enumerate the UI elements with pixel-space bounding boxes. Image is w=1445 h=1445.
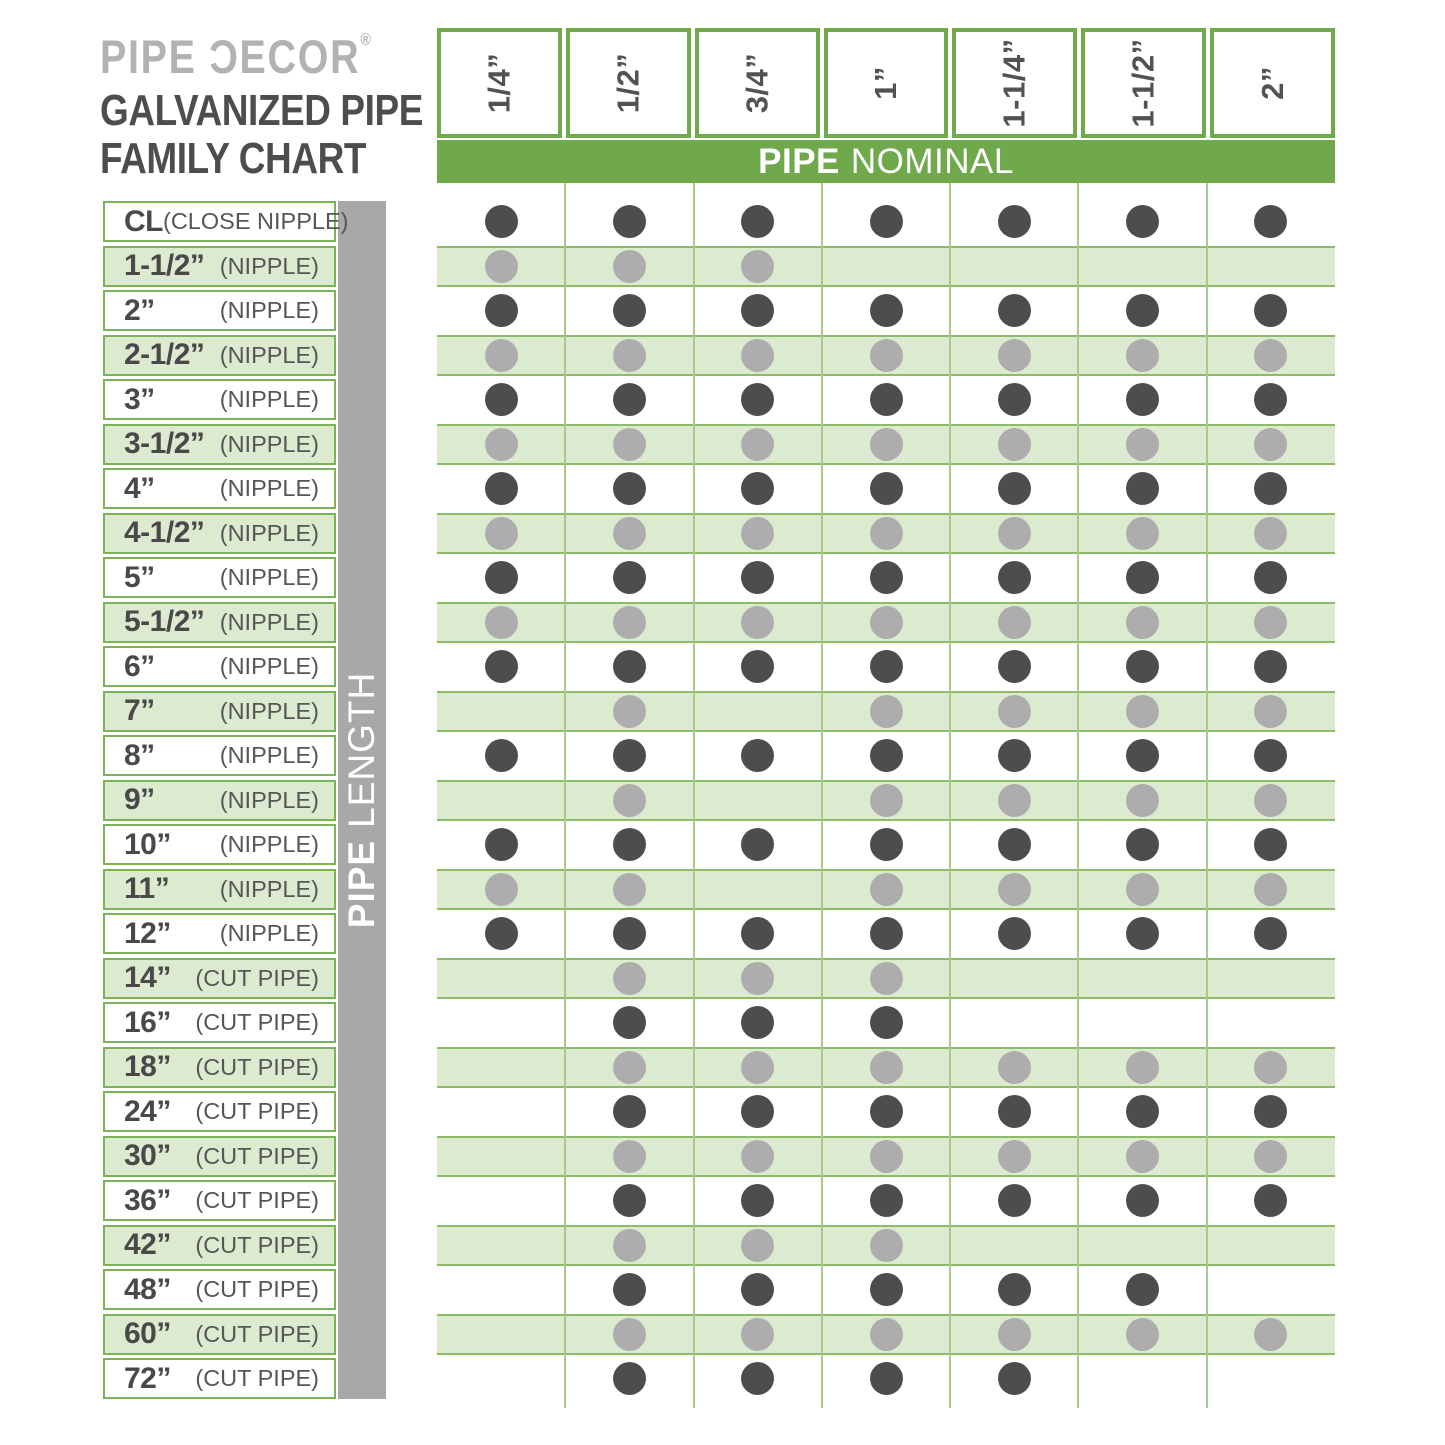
availability-dot xyxy=(613,1318,646,1351)
column-header xyxy=(695,28,820,138)
availability-dot xyxy=(870,517,903,550)
availability-dot xyxy=(1254,517,1287,550)
availability-dot xyxy=(870,828,903,861)
availability-dot xyxy=(870,962,903,995)
row-category: (NIPPLE) xyxy=(219,519,319,546)
availability-dot xyxy=(1126,205,1159,238)
availability-dot xyxy=(870,1362,903,1395)
availability-dot xyxy=(1254,1184,1287,1217)
availability-dot xyxy=(613,784,646,817)
availability-dot xyxy=(870,784,903,817)
row-label xyxy=(103,691,336,732)
column-headers xyxy=(437,28,1335,138)
availability-dot xyxy=(741,962,774,995)
row-length-value: 10” xyxy=(124,827,171,861)
row-category: (CUT PIPE) xyxy=(195,1053,319,1080)
availability-dot xyxy=(741,1051,774,1084)
pipe-nominal-label: NOMINAL xyxy=(850,141,1014,181)
column-header xyxy=(824,28,949,138)
availability-dot xyxy=(613,339,646,372)
row-length-value: 16” xyxy=(124,1005,171,1039)
row-category: (NIPPLE) xyxy=(219,697,319,724)
row-category: (NIPPLE) xyxy=(219,297,319,323)
row-label xyxy=(103,513,336,554)
availability-dot xyxy=(1126,383,1159,416)
row-length-value: 18” xyxy=(124,1050,171,1083)
logo-block xyxy=(100,14,484,183)
availability-dot xyxy=(870,472,903,505)
availability-dot xyxy=(998,294,1031,327)
availability-dot xyxy=(1254,650,1287,683)
row-length-value: 6” xyxy=(124,649,155,683)
availability-dot xyxy=(741,650,774,683)
column-header xyxy=(1081,28,1206,138)
availability-dot xyxy=(998,1273,1031,1306)
row-label xyxy=(103,602,336,643)
row-length-value: 12” xyxy=(124,916,171,950)
availability-dot xyxy=(870,606,903,639)
availability-dot xyxy=(1126,1051,1159,1084)
availability-dot xyxy=(870,205,903,238)
availability-dot xyxy=(613,205,646,238)
availability-dot xyxy=(613,428,646,461)
availability-dot xyxy=(613,250,646,283)
row-category: (NIPPLE) xyxy=(219,831,319,857)
pipe-nominal-label-bold: PIPE xyxy=(758,141,840,181)
availability-dot xyxy=(741,1229,774,1262)
availability-dot xyxy=(741,917,774,950)
availability-dot xyxy=(870,1318,903,1351)
row-category: (NIPPLE) xyxy=(219,653,319,679)
availability-dot xyxy=(1254,828,1287,861)
availability-dot xyxy=(1126,1095,1159,1128)
availability-dot xyxy=(613,606,646,639)
row-length-value: 24” xyxy=(124,1094,171,1128)
availability-dot xyxy=(613,917,646,950)
availability-dot xyxy=(1254,1140,1287,1173)
availability-dot xyxy=(1254,383,1287,416)
grid-line xyxy=(564,183,566,1408)
column-header-label: 3/4” xyxy=(739,52,775,114)
availability-dot xyxy=(1254,205,1287,238)
availability-dot xyxy=(1126,784,1159,817)
availability-dot xyxy=(613,1006,646,1039)
row-category: (NIPPLE) xyxy=(219,742,319,768)
row-category: (NIPPLE) xyxy=(219,386,319,412)
row-length-value: 2-1/2” xyxy=(124,338,205,371)
row-label xyxy=(103,1047,336,1088)
availability-dot xyxy=(998,873,1031,906)
availability-dot xyxy=(741,1140,774,1173)
row-category: (NIPPLE) xyxy=(219,475,319,501)
availability-dot xyxy=(1254,1051,1287,1084)
availability-dot xyxy=(613,1362,646,1395)
availability-dot xyxy=(998,828,1031,861)
row-length-value: 14” xyxy=(124,961,171,994)
availability-dot xyxy=(613,739,646,772)
row-category: (CLOSE NIPPLE) xyxy=(163,208,349,234)
availability-dot xyxy=(870,695,903,728)
availability-dot xyxy=(741,294,774,327)
row-label xyxy=(103,290,336,331)
availability-dot xyxy=(1254,606,1287,639)
pipe-length-bar xyxy=(338,201,386,1399)
row-length-value: 30” xyxy=(124,1139,171,1172)
availability-dot xyxy=(741,517,774,550)
availability-dot xyxy=(998,1140,1031,1173)
availability-dot xyxy=(613,383,646,416)
availability-dot xyxy=(485,472,518,505)
row-category: (CUT PIPE) xyxy=(195,1009,319,1035)
availability-dot xyxy=(870,1095,903,1128)
row-label xyxy=(103,1091,336,1132)
row-length-value: 2” xyxy=(124,293,155,327)
availability-dot xyxy=(998,428,1031,461)
availability-dot xyxy=(613,695,646,728)
availability-dot xyxy=(1254,917,1287,950)
availability-dot xyxy=(998,739,1031,772)
availability-dot xyxy=(870,1229,903,1262)
availability-dot xyxy=(485,917,518,950)
row-label xyxy=(103,1269,336,1310)
availability-dot xyxy=(998,650,1031,683)
availability-dot xyxy=(1254,339,1287,372)
row-category: (NIPPLE) xyxy=(219,430,319,457)
availability-dot xyxy=(1126,1184,1159,1217)
availability-dot xyxy=(485,561,518,594)
availability-dot xyxy=(870,383,903,416)
availability-dot xyxy=(870,873,903,906)
availability-dot xyxy=(485,383,518,416)
column-header-label: 1/4” xyxy=(481,52,517,114)
availability-dot xyxy=(1126,1140,1159,1173)
availability-dot xyxy=(741,1362,774,1395)
row-length-value: 4-1/2” xyxy=(124,516,205,549)
availability-dot xyxy=(741,383,774,416)
availability-dot xyxy=(1126,339,1159,372)
row-length-value: 11” xyxy=(124,872,170,905)
availability-dot xyxy=(485,739,518,772)
row-label xyxy=(103,335,336,376)
availability-dot xyxy=(613,1051,646,1084)
availability-dot xyxy=(485,650,518,683)
pipe-length-label: PIPELENGTH xyxy=(341,671,382,929)
row-category: (CUT PIPE) xyxy=(195,1320,319,1347)
pipe-nominal-bar xyxy=(437,140,1335,183)
availability-dot xyxy=(613,561,646,594)
row-label xyxy=(103,246,336,287)
row-category: (NIPPLE) xyxy=(219,875,319,902)
availability-dot xyxy=(741,739,774,772)
column-header xyxy=(566,28,691,138)
availability-dot xyxy=(741,1006,774,1039)
availability-dot xyxy=(1254,428,1287,461)
row-label xyxy=(103,468,336,509)
column-header-label: 1-1/4” xyxy=(996,38,1032,128)
availability-dot xyxy=(998,1362,1031,1395)
chart-title-line2: FAMILY CHART xyxy=(100,134,367,183)
availability-dot xyxy=(870,339,903,372)
row-label xyxy=(103,735,336,776)
row-category: (CUT PIPE) xyxy=(195,1142,319,1169)
availability-dot xyxy=(998,339,1031,372)
row-category: (CUT PIPE) xyxy=(195,1187,319,1213)
availability-dot xyxy=(1254,561,1287,594)
grid-line xyxy=(1206,183,1208,1408)
grid-line xyxy=(821,183,823,1408)
availability-dot xyxy=(613,1184,646,1217)
availability-dot xyxy=(870,650,903,683)
availability-dot xyxy=(998,517,1031,550)
brand-text: PIPE ƆECOR xyxy=(100,30,361,83)
row-length-value: 5-1/2” xyxy=(124,605,205,638)
row-label xyxy=(103,1136,336,1177)
availability-dot xyxy=(998,383,1031,416)
availability-dot xyxy=(741,250,774,283)
row-length-value: 48” xyxy=(124,1272,171,1306)
availability-dot xyxy=(998,205,1031,238)
row-label xyxy=(103,1002,336,1043)
availability-dot xyxy=(1126,294,1159,327)
availability-dot xyxy=(998,472,1031,505)
row-label xyxy=(103,1225,336,1266)
row-label xyxy=(103,913,336,954)
brand-logo xyxy=(100,14,423,83)
availability-dot xyxy=(1126,1273,1159,1306)
availability-dot xyxy=(741,1273,774,1306)
registered-mark: ® xyxy=(360,30,371,49)
row-category: (CUT PIPE) xyxy=(195,964,319,991)
column-header-label: 1/2” xyxy=(610,52,646,114)
availability-dot xyxy=(1126,561,1159,594)
availability-dot xyxy=(613,1095,646,1128)
availability-dot xyxy=(741,472,774,505)
availability-dot xyxy=(1126,606,1159,639)
row-label xyxy=(103,869,336,910)
availability-dot xyxy=(485,873,518,906)
availability-dot xyxy=(870,561,903,594)
availability-dot xyxy=(1254,739,1287,772)
row-length-value: 5” xyxy=(124,560,155,594)
row-label xyxy=(103,201,349,242)
availability-dot xyxy=(741,561,774,594)
row-category: (CUT PIPE) xyxy=(195,1231,319,1258)
availability-dot xyxy=(1126,695,1159,728)
row-length-value: 8” xyxy=(124,738,155,772)
availability-dot xyxy=(741,1184,774,1217)
row-label xyxy=(103,424,336,465)
availability-dot xyxy=(613,828,646,861)
availability-dot xyxy=(998,917,1031,950)
row-category: (NIPPLE) xyxy=(219,341,319,368)
availability-dot xyxy=(485,205,518,238)
availability-dot xyxy=(613,294,646,327)
row-label xyxy=(103,1180,336,1221)
chart-title xyxy=(100,87,423,183)
availability-dot xyxy=(870,1184,903,1217)
row-label xyxy=(103,1314,336,1355)
availability-dot xyxy=(870,1006,903,1039)
row-label xyxy=(103,557,336,598)
availability-dot xyxy=(998,561,1031,594)
availability-dot xyxy=(1126,428,1159,461)
row-length-value: 72” xyxy=(124,1361,171,1395)
availability-dot xyxy=(485,250,518,283)
row-label xyxy=(103,646,336,687)
row-length-value: 3” xyxy=(124,382,155,416)
availability-dot xyxy=(1126,472,1159,505)
row-length-value: 3-1/2” xyxy=(124,427,205,460)
availability-dot xyxy=(870,1273,903,1306)
row-label xyxy=(103,780,336,821)
row-length-value: 7” xyxy=(124,694,155,727)
availability-dot xyxy=(613,472,646,505)
row-length-value: 1-1/2” xyxy=(124,249,205,282)
availability-dot xyxy=(485,339,518,372)
availability-dot xyxy=(998,1051,1031,1084)
row-length-value: 36” xyxy=(124,1183,171,1217)
availability-dot xyxy=(741,339,774,372)
row-label xyxy=(103,1358,336,1399)
availability-dot xyxy=(741,205,774,238)
availability-dot xyxy=(1254,873,1287,906)
availability-dot xyxy=(1126,1318,1159,1351)
availability-dot xyxy=(870,428,903,461)
availability-dot xyxy=(1254,695,1287,728)
availability-dot xyxy=(1254,1318,1287,1351)
availability-dot xyxy=(1126,517,1159,550)
row-category: (NIPPLE) xyxy=(219,608,319,635)
availability-dot xyxy=(998,1318,1031,1351)
availability-dot xyxy=(1254,1095,1287,1128)
row-label xyxy=(103,958,336,999)
availability-dot xyxy=(485,294,518,327)
availability-dot xyxy=(741,428,774,461)
column-header xyxy=(952,28,1077,138)
column-header-label: 1-1/2” xyxy=(1125,38,1161,128)
row-category: (NIPPLE) xyxy=(219,920,319,946)
availability-dot xyxy=(613,1140,646,1173)
column-header-label: 2” xyxy=(1254,66,1290,100)
row-length-value: 42” xyxy=(124,1228,171,1261)
column-header xyxy=(1210,28,1335,138)
availability-dot xyxy=(613,1229,646,1262)
availability-dot xyxy=(1254,784,1287,817)
availability-dot xyxy=(485,428,518,461)
availability-dot xyxy=(741,1095,774,1128)
row-category: (CUT PIPE) xyxy=(195,1365,319,1391)
grid-line xyxy=(1077,183,1079,1408)
chart-title-line1: GALVANIZED PIPE xyxy=(100,86,423,135)
availability-dot xyxy=(870,1051,903,1084)
availability-dot xyxy=(741,1318,774,1351)
availability-dot xyxy=(613,1273,646,1306)
availability-dot xyxy=(870,1140,903,1173)
availability-dot xyxy=(613,517,646,550)
availability-dot xyxy=(613,650,646,683)
availability-dot xyxy=(741,606,774,639)
availability-dot xyxy=(1126,650,1159,683)
availability-dot xyxy=(998,784,1031,817)
availability-dot xyxy=(1126,873,1159,906)
availability-dot xyxy=(998,1184,1031,1217)
availability-dot xyxy=(1254,472,1287,505)
grid-line xyxy=(949,183,951,1408)
row-length-value: 60” xyxy=(124,1317,171,1350)
availability-dot xyxy=(613,962,646,995)
availability-dot xyxy=(870,294,903,327)
row-label xyxy=(103,379,336,420)
availability-dot xyxy=(485,828,518,861)
availability-dot xyxy=(1126,739,1159,772)
availability-dot xyxy=(485,606,518,639)
row-length-value: 4” xyxy=(124,471,155,505)
availability-dot xyxy=(1126,828,1159,861)
availability-dot xyxy=(741,828,774,861)
availability-dot xyxy=(870,739,903,772)
availability-dot xyxy=(998,1095,1031,1128)
availability-dot xyxy=(998,695,1031,728)
row-category: (NIPPLE) xyxy=(219,564,319,590)
row-category: (CUT PIPE) xyxy=(195,1276,319,1302)
grid-line xyxy=(693,183,695,1408)
availability-dot xyxy=(1126,917,1159,950)
row-category: (NIPPLE) xyxy=(219,786,319,813)
availability-dot xyxy=(998,606,1031,639)
row-category: (CUT PIPE) xyxy=(195,1098,319,1124)
row-length-value: 9” xyxy=(124,783,155,816)
row-category: (NIPPLE) xyxy=(219,252,319,279)
availability-dot xyxy=(870,917,903,950)
row-label xyxy=(103,824,336,865)
column-header xyxy=(437,28,562,138)
availability-dot xyxy=(613,873,646,906)
availability-dot xyxy=(1254,294,1287,327)
column-header-label: 1” xyxy=(867,66,903,100)
row-band xyxy=(437,246,1335,287)
row-length-value: CL xyxy=(124,204,163,238)
availability-dot xyxy=(485,517,518,550)
